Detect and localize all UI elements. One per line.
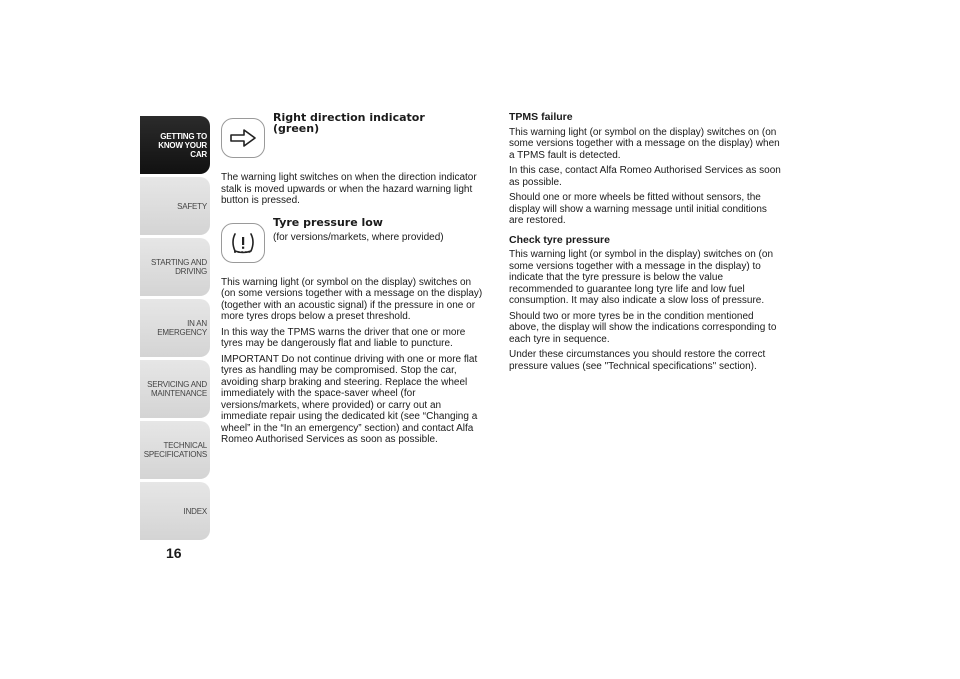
check-pressure-paragraph-2: Should two or more tyres be in the condition mentioned above, the display will show the indications corresponding to each tyre in sequence. [509, 310, 777, 345]
tab-label: MAINTENANCE [150, 389, 207, 398]
tab-index[interactable] [140, 482, 210, 540]
tpms-failure-paragraph-1: This warning light (or symbol on the display) switches on (on some versions together with a message on the display) when a TPMS fault is detected. [509, 126, 780, 161]
tpms-failure-title: TPMS failure [509, 111, 573, 123]
tab-label: STARTING AND [151, 258, 207, 267]
tab-in-an-emergency[interactable] [140, 299, 210, 357]
tab-label: IN AN EMERGENCY [157, 319, 207, 337]
tab-label: SAFETY [177, 201, 207, 211]
page-number: 16 [166, 545, 182, 561]
tab-technical-specifications[interactable] [140, 421, 210, 479]
tyre-low-paragraph-2: In this way the TPMS warns the driver that one or more tyres may be dangerously flat and liable to puncture. [221, 326, 466, 349]
tyre-low-paragraph-3: IMPORTANT Do not continue driving with one or more flat tyres as handling may be compromised. Stop the car, avoiding sharp braking and steering. Replace the wheel immediately with the space-saver wheel (for versions/markets, where provided) or carry out an immediate repair using the dedicated kit (see “Changing a wheel” in the “In an emergency” section) and contact Alfa Romeo Authorised Services as soon as possible. [221, 353, 478, 445]
tpms-failure-paragraph-3: Should one or more wheels be fitted without sensors, the display will show a warning message until initial conditions are restored. [509, 192, 767, 226]
tab-starting-and-driving[interactable] [140, 238, 210, 296]
tyre-low-paragraph-1: This warning light (or symbol on the display) switches on (on some versions together with a message on the display) (together with an acoustic signal) if the pressure in one or more tyres drops below a preset threshold. [221, 276, 483, 322]
tyre-low-title: Tyre pressure low [273, 215, 383, 229]
indicator-title: Right direction indicator [273, 111, 425, 124]
tyre-pressure-icon [221, 223, 265, 263]
left-column [221, 112, 487, 450]
indicator-title-color: (green) [273, 122, 320, 135]
check-pressure-paragraph-3: Under these circumstances you should restore the correct pressure values (see "Technical specifications" section). [509, 349, 766, 372]
tab-label: GETTING TO [160, 131, 207, 141]
tab-label: DRIVING [175, 267, 207, 276]
tab-getting-to-know-your-car[interactable] [140, 116, 210, 174]
indicator-heading-row [221, 112, 487, 158]
indicator-body: The warning light switches on when the direction indicator stalk is moved upwards or when the hazard warning light button is pressed. [221, 172, 477, 206]
right-column [509, 112, 781, 376]
tab-servicing-and-maintenance[interactable] [140, 360, 210, 418]
tab-safety[interactable] [140, 177, 210, 235]
tab-label: INDEX [183, 506, 207, 516]
tab-label: KNOW YOUR CAR [158, 140, 207, 159]
check-pressure-title: Check tyre pressure [509, 233, 610, 246]
tpms-failure-paragraph-2: In this case, contact Alfa Romeo Authorised Services as soon as possible. [509, 165, 781, 188]
tab-label: TECHNICAL [163, 441, 207, 450]
direction-arrow-icon [221, 118, 265, 158]
tab-label: SPECIFICATIONS [143, 450, 207, 459]
tyre-low-heading-row [221, 217, 487, 263]
check-pressure-paragraph-1: This warning light (or symbol in the display) switches on (on some versions together with a message in the display) to indicate that the tyre pressure is below the value recommended to guarantee long tyre life and low fuel consumption. It may also indicate a slow loss of pressure. [509, 249, 773, 306]
tyre-low-subtitle: (for versions/markets, where provided) [273, 231, 444, 243]
tab-label: SERVICING AND [147, 380, 207, 389]
chapter-tabs [140, 116, 210, 543]
